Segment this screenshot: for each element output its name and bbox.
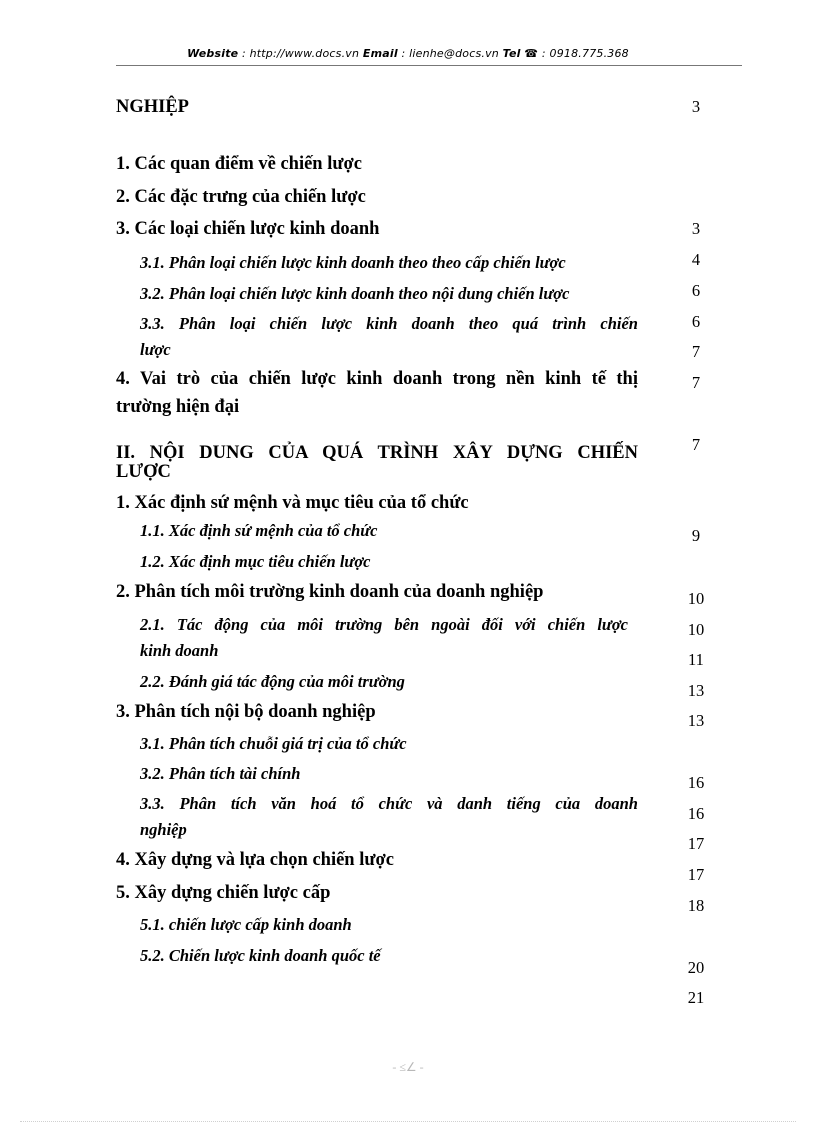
- page-footer-mark: - ≤∠ -: [392, 1060, 424, 1074]
- email-label: Email: [362, 47, 398, 60]
- page-number: 4: [691, 250, 701, 269]
- toc-item: 4. Xây dựng và lựa chọn chiến lược: [116, 850, 394, 870]
- toc-item-continued: trường hiện đại: [116, 397, 240, 417]
- toc-subitem: 2.1. Tác động của môi trường bên ngoài đối với chiến lược: [140, 615, 628, 634]
- page-number: 18: [687, 896, 705, 915]
- page-number: 13: [687, 711, 705, 730]
- toc-item: NGHIỆP: [116, 97, 189, 117]
- toc-subitem: 2.2. Đánh giá tác động của môi trường: [140, 672, 405, 691]
- toc-subitem: 3.2. Phân loại chiến lược kinh doanh theo nội dung chiến lược: [140, 284, 570, 303]
- page-number: 20: [687, 958, 705, 977]
- page-number: 21: [687, 988, 705, 1007]
- toc-section-heading: II. NỘI DUNG CỦA QUÁ TRÌNH XÂY DỰNG CHIẾN: [116, 443, 638, 463]
- toc-subitem-continued: kinh doanh: [140, 641, 219, 660]
- tel-value: : 0918.775.368: [538, 47, 629, 60]
- page-number: 11: [688, 650, 704, 669]
- page-number: 17: [687, 834, 705, 853]
- header-divider: [116, 65, 742, 66]
- toc-subitem: 3.3. Phân loại chiến lược kinh doanh theo quá trình chiến: [140, 314, 638, 333]
- page-number: 17: [687, 865, 705, 884]
- toc-subitem: 1.2. Xác định mục tiêu chiến lược: [140, 552, 371, 571]
- page-number: 3: [691, 219, 701, 238]
- website-label: Website: [187, 47, 239, 60]
- toc-subitem: 3.1. Phân loại chiến lược kinh doanh theo theo cấp chiến lược: [140, 253, 566, 272]
- toc-item: 1. Xác định sứ mệnh và mục tiêu của tổ chức: [116, 493, 469, 513]
- toc-subitem-continued: lược: [140, 340, 171, 359]
- page-number: 10: [687, 589, 705, 608]
- bottom-dotted-border: [20, 1121, 796, 1122]
- page-number: 6: [691, 281, 701, 300]
- toc-item: 5. Xây dựng chiến lược cấp: [116, 883, 331, 903]
- page-number: 7: [691, 373, 701, 392]
- toc-subitem: 5.1. chiến lược cấp kinh doanh: [140, 915, 352, 934]
- toc-subitem-continued: nghiệp: [140, 820, 187, 839]
- toc-item: 2. Phân tích môi trường kinh doanh của doanh nghiệp: [116, 582, 544, 602]
- page-number: 7: [691, 342, 701, 361]
- page-number: 6: [691, 312, 701, 331]
- page-number: 9: [691, 526, 701, 545]
- toc-item: 3. Các loại chiến lược kinh doanh: [116, 219, 380, 239]
- toc-item: 1. Các quan điểm về chiến lược: [116, 154, 362, 174]
- toc-subitem: 1.1. Xác định sứ mệnh của tổ chức: [140, 521, 378, 540]
- page-number: 3: [691, 97, 701, 116]
- page-number: 13: [687, 681, 705, 700]
- page-header: [0, 47, 816, 60]
- toc-subitem: 3.3. Phân tích văn hoá tổ chức và danh tiếng của doanh: [140, 794, 638, 813]
- toc-subitem: 3.2. Phân tích tài chính: [140, 764, 301, 783]
- page-number: 7: [691, 435, 701, 454]
- toc-subitem: 5.2. Chiến lược kinh doanh quốc tế: [140, 946, 381, 965]
- phone-icon: ☎: [524, 47, 539, 60]
- tel-label: Tel: [502, 47, 521, 60]
- page-number: 16: [687, 804, 705, 823]
- email-value: : lienhe@docs.vn: [397, 47, 503, 60]
- toc-item: 3. Phân tích nội bộ doanh nghiệp: [116, 702, 376, 722]
- page-number: 16: [687, 773, 705, 792]
- toc-section-heading-continued: LƯỢC: [116, 462, 171, 482]
- toc-item: 4. Vai trò của chiến lược kinh doanh trong nền kinh tế thị: [116, 369, 638, 389]
- toc-subitem: 3.1. Phân tích chuỗi giá trị của tổ chức: [140, 734, 407, 753]
- toc-item: 2. Các đặc trưng của chiến lược: [116, 187, 366, 207]
- website-value: : http://www.docs.vn: [238, 47, 363, 60]
- page-number: 10: [687, 620, 705, 639]
